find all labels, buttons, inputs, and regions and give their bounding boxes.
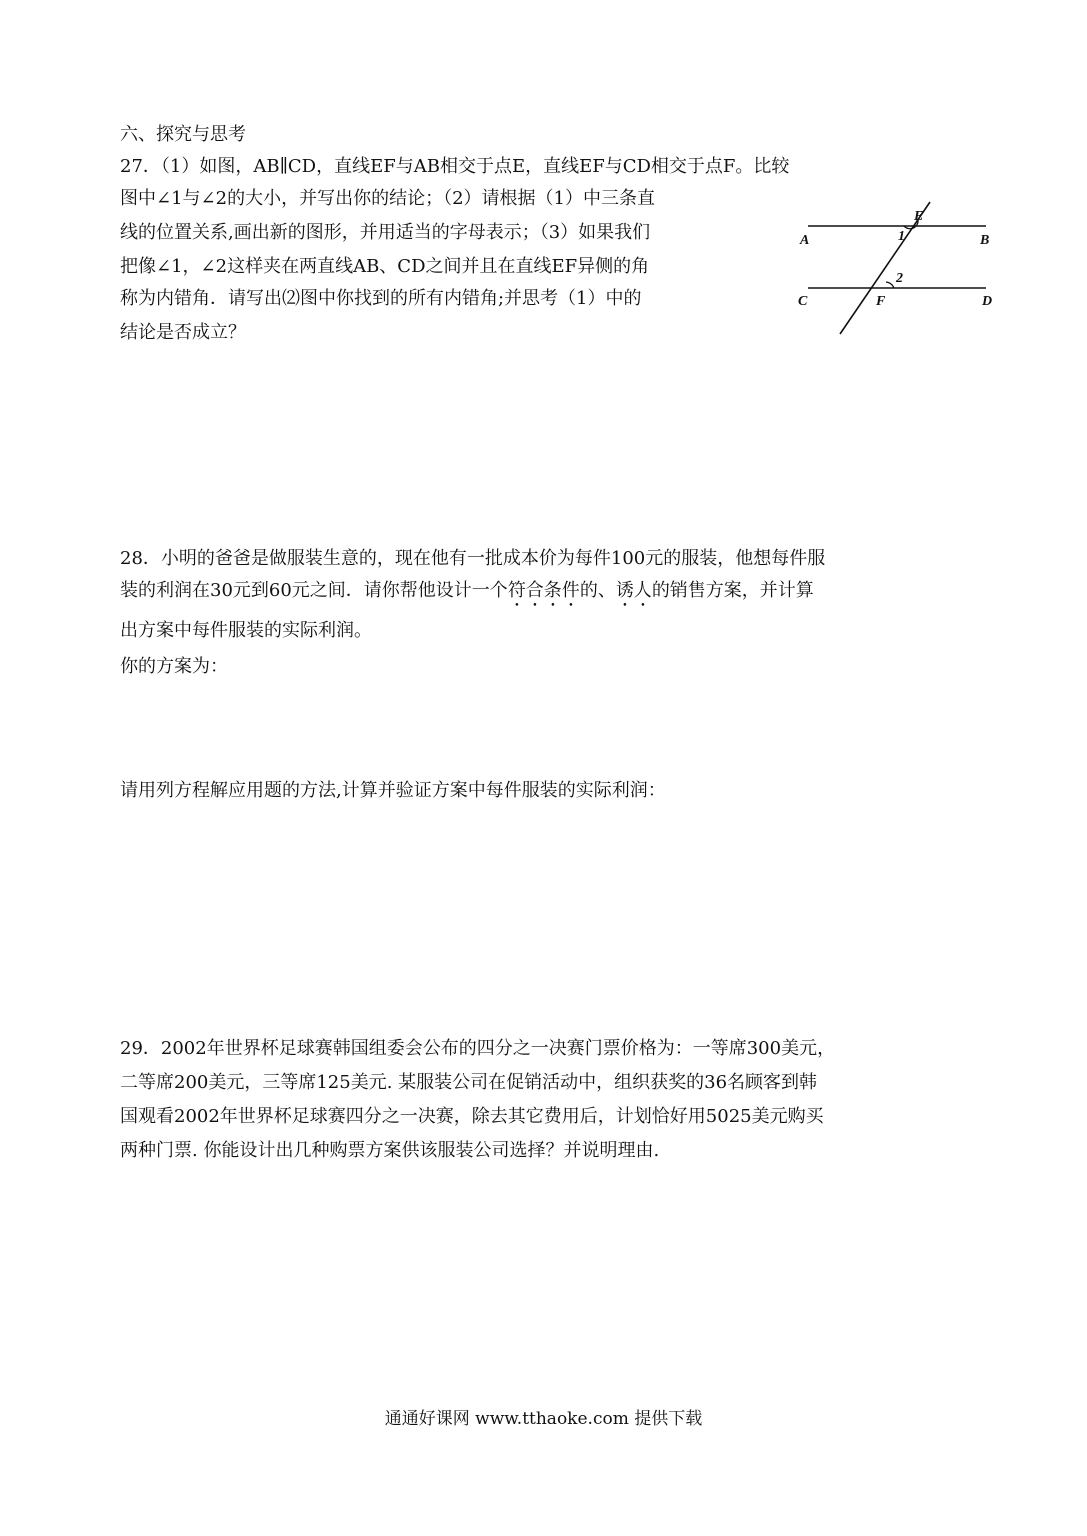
emphasis-text: 符合条件 [507, 580, 580, 601]
q29-line: 两种门票. 你能设计出几种购票方案供该服装公司选择？并说明理由. [120, 1140, 660, 1161]
emphasis-text: 诱人 [615, 580, 652, 601]
parallel-lines-figure [790, 200, 1000, 340]
q27-line: 称为内错角．请写出⑵图中你找到的所有内错角;并思考（1）中的 [120, 288, 642, 309]
q28-line: 28．小明的爸爸是做服装生意的，现在他有一批成本价为每件100元的服装，他想每件服 [120, 548, 826, 569]
label-a: A [800, 233, 810, 248]
q29-line: 29．2002年世界杯足球赛韩国组委会公布的四分之一决赛门票价格为：一等席300美元， [120, 1038, 836, 1059]
angle-2-arc [886, 282, 894, 288]
q27-line: 把像∠1，∠2这样夹在两直线AB、CD之间并且在直线EF异侧的角 [120, 256, 650, 277]
q27-line: 线的位置关系,画出新的图形，并用适当的字母表示；（3）如果我们 [120, 222, 651, 243]
q28-text: 的、 [579, 580, 616, 601]
q29-line: 国观看2002年世界杯足球赛四分之一决赛，除去其它费用后，计划恰好用5025美元购买 [120, 1106, 824, 1127]
label-e: E [914, 209, 924, 224]
q28-line: 出方案中每件服装的实际利润。 [120, 620, 372, 641]
label-c: C [798, 294, 808, 309]
q28-text: 装的利润在30元到60元之间．请你帮他设计一个 [120, 580, 508, 601]
q27-line: 结论是否成立？ [120, 322, 246, 343]
q28-line: 你的方案为： [120, 656, 228, 677]
q27-line: 图中∠1与∠2的大小，并写出你的结论；（2）请根据（1）中三条直 [120, 188, 655, 209]
label-b: B [980, 233, 990, 248]
label-angle-1: 1 [898, 229, 905, 244]
q28-text: 的销售方案，并计算 [651, 580, 814, 601]
q28-line: 请用列方程解应用题的方法,计算并验证方案中每件服装的实际利润： [120, 780, 666, 801]
q28-line [120, 580, 814, 611]
label-angle-2: 2 [896, 271, 903, 286]
label-d: D [982, 294, 993, 309]
page-footer: 通通好课网 www.tthaoke.com 提供下载 [384, 1409, 703, 1429]
q27-line: 27．（1）如图，AB∥CD，直线EF与AB相交于点E，直线EF与CD相交于点F。比较 [120, 156, 790, 177]
label-f: F [876, 294, 886, 309]
q29-line: 二等席200美元，三等席125美元. 某服装公司在促销活动中，组织获奖的36名顾客到韩 [120, 1072, 818, 1093]
section-title: 六、探究与思考 [120, 124, 246, 145]
